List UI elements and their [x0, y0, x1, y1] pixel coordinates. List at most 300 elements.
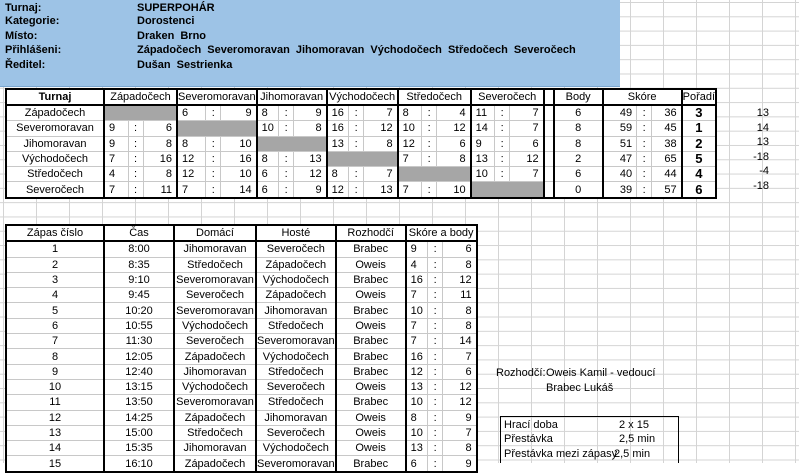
score-separator[interactable]: : [279, 167, 294, 182]
score-diff[interactable]: 13 [756, 107, 769, 119]
away-score[interactable]: 9 [443, 456, 477, 472]
score-separator[interactable]: : [422, 121, 437, 136]
score-separator[interactable]: : [428, 272, 443, 287]
away-team[interactable]: Severomoravan [257, 335, 335, 348]
match-time[interactable]: 14:25 [104, 410, 174, 425]
match-time[interactable]: 11:30 [104, 334, 174, 349]
home-team[interactable]: Středočech [174, 425, 256, 440]
home-team[interactable]: Východočech [174, 318, 256, 333]
score-separator[interactable]: : [128, 121, 143, 136]
goals-for[interactable]: 6 [257, 182, 279, 198]
referee[interactable]: Oweis [336, 425, 406, 440]
match-number[interactable]: 7 [6, 334, 104, 349]
score-diff[interactable]: -18 [753, 151, 769, 163]
score-separator[interactable]: : [422, 182, 437, 198]
away-score[interactable]: 12 [443, 395, 477, 410]
goals-against[interactable]: 12 [364, 121, 398, 136]
value-reditel[interactable]: Dušan Sestrienka [137, 59, 233, 71]
away-score[interactable]: 12 [443, 272, 477, 287]
goals-against[interactable]: 16 [143, 151, 177, 166]
home-team[interactable]: Jihomoravan [174, 364, 256, 379]
goals-for[interactable]: 4 [104, 167, 128, 182]
score-separator[interactable]: : [428, 441, 443, 456]
goals-for[interactable]: 8 [257, 151, 279, 166]
goals-for[interactable]: 13 [327, 136, 349, 151]
away-team[interactable]: Jihomoravan [256, 303, 336, 318]
home-score[interactable]: 8 [406, 410, 428, 425]
score-separator[interactable]: : [428, 395, 443, 410]
score-separator[interactable]: : [279, 121, 294, 136]
away-score[interactable]: 9 [443, 410, 477, 425]
score-separator[interactable]: : [428, 241, 443, 257]
total-goals-against[interactable]: 57 [652, 182, 682, 198]
value-kategorie[interactable]: Dorostenci [137, 15, 195, 27]
score-separator[interactable]: : [349, 136, 364, 151]
spacer-cell[interactable] [544, 89, 554, 105]
goals-for[interactable]: 12 [177, 167, 206, 182]
goals-against[interactable]: 9 [294, 105, 327, 121]
goals-against[interactable]: 7 [364, 105, 398, 121]
total-goals-for[interactable]: 51 [603, 136, 637, 151]
total-goals-for[interactable]: 49 [603, 105, 637, 121]
referee[interactable]: Oweis [336, 410, 406, 425]
score-separator[interactable]: : [495, 151, 510, 166]
total-goals-against[interactable]: 45 [652, 121, 682, 136]
home-team[interactable]: Severočech [174, 288, 256, 303]
home-score[interactable]: 7 [406, 334, 428, 349]
goals-for[interactable]: 10 [257, 121, 279, 136]
score-separator[interactable]: : [428, 303, 443, 318]
home-team[interactable]: Západočech [174, 456, 256, 472]
team-name[interactable]: Východočech [6, 151, 104, 166]
score-separator[interactable]: : [495, 136, 510, 151]
points[interactable]: 6 [554, 105, 603, 121]
referee[interactable]: Brabec [336, 364, 406, 379]
goals-for[interactable]: 12 [327, 182, 349, 198]
goals-against[interactable]: 8 [364, 136, 398, 151]
break-value[interactable]: 2,5 min [619, 433, 656, 445]
rank[interactable]: 3 [682, 105, 716, 121]
goals-for[interactable]: 8 [177, 136, 206, 151]
score-diff[interactable]: -18 [753, 180, 769, 192]
score-separator[interactable]: : [428, 364, 443, 379]
label-prihlaseni[interactable]: Přihlášeni: [5, 44, 62, 56]
match-number[interactable]: 14 [6, 441, 104, 456]
score-separator[interactable]: : [495, 167, 510, 182]
home-team[interactable]: Severomoravan [174, 272, 256, 287]
match-time[interactable]: 8:00 [104, 241, 174, 257]
home-score[interactable]: 13 [406, 379, 428, 394]
away-team[interactable]: Východočech [256, 441, 336, 456]
home-score[interactable]: 16 [406, 272, 428, 287]
match-time[interactable]: 13:50 [104, 395, 174, 410]
score-separator[interactable]: : [428, 410, 443, 425]
score-diff[interactable]: 13 [756, 136, 769, 148]
referee[interactable]: Brabec [336, 241, 406, 257]
home-team[interactable]: Jihomoravan [174, 441, 256, 456]
value-turnaj[interactable]: SUPERPOHÁR [137, 2, 215, 14]
score-separator[interactable]: : [279, 105, 294, 121]
score-separator[interactable]: : [637, 182, 652, 198]
goals-for[interactable]: 12 [177, 151, 206, 166]
goals-for[interactable]: 10 [471, 167, 495, 182]
rank[interactable]: 4 [682, 167, 716, 182]
match-number[interactable]: 8 [6, 349, 104, 364]
home-score[interactable]: 7 [406, 318, 428, 333]
match-time[interactable]: 8:35 [104, 257, 174, 272]
referee[interactable]: Oweis [336, 318, 406, 333]
score-separator[interactable]: : [349, 105, 364, 121]
total-goals-against[interactable]: 38 [652, 136, 682, 151]
score-separator[interactable]: : [428, 257, 443, 272]
away-score[interactable]: 6 [443, 364, 477, 379]
away-team[interactable]: Východočech [256, 272, 336, 287]
away-team[interactable]: Západočech [256, 288, 336, 303]
home-score[interactable]: 16 [406, 349, 428, 364]
score-separator[interactable]: : [428, 379, 443, 394]
goals-against[interactable]: 10 [221, 136, 257, 151]
total-goals-for[interactable]: 47 [603, 151, 637, 166]
header-home[interactable]: Domácí [174, 225, 256, 241]
match-number[interactable]: 9 [6, 364, 104, 379]
referee[interactable]: Brabec [336, 272, 406, 287]
break-between-label[interactable]: Přestávka mezi zápasy [504, 448, 618, 460]
goals-for[interactable]: 6 [177, 105, 206, 121]
referee[interactable]: Brabec [336, 349, 406, 364]
referee[interactable]: Brabec [336, 334, 406, 349]
home-team[interactable]: Západočech [174, 410, 256, 425]
score-separator[interactable]: : [637, 121, 652, 136]
goals-for[interactable]: 14 [471, 121, 495, 136]
points[interactable]: 0 [554, 182, 603, 198]
score-separator[interactable]: : [637, 136, 652, 151]
score-separator[interactable]: : [128, 167, 143, 182]
goals-against[interactable]: 7 [510, 105, 544, 121]
label-turnaj[interactable]: Turnaj: [5, 2, 42, 14]
match-time[interactable]: 15:00 [104, 425, 174, 440]
home-score[interactable]: 6 [406, 456, 428, 472]
goals-against[interactable]: 6 [510, 136, 544, 151]
match-time[interactable]: 12:40 [104, 364, 174, 379]
referee[interactable]: Oweis [336, 288, 406, 303]
away-team[interactable]: Západočech [256, 257, 336, 272]
label-reditel[interactable]: Ředitel: [5, 59, 46, 71]
goals-for[interactable]: 7 [398, 182, 422, 198]
away-team[interactable]: Středočech [256, 364, 336, 379]
rank[interactable]: 1 [682, 121, 716, 136]
spacer-cell[interactable] [544, 167, 554, 182]
total-goals-for[interactable]: 39 [603, 182, 637, 198]
match-time[interactable]: 15:35 [104, 441, 174, 456]
goals-against[interactable]: 12 [510, 151, 544, 166]
goals-for[interactable]: 8 [257, 105, 279, 121]
goals-against[interactable]: 7 [510, 167, 544, 182]
home-team[interactable]: Východočech [174, 379, 256, 394]
home-score[interactable]: 7 [406, 288, 428, 303]
goals-against[interactable]: 14 [221, 182, 257, 198]
home-score[interactable]: 12 [406, 364, 428, 379]
home-team[interactable]: Západočech [174, 349, 256, 364]
header-time[interactable]: Čas [104, 225, 174, 241]
value-misto[interactable]: Draken Brno [137, 30, 207, 42]
goals-against[interactable]: 12 [294, 167, 327, 182]
goals-against[interactable]: 13 [364, 182, 398, 198]
score-separator[interactable]: : [428, 425, 443, 440]
goals-against[interactable]: 7 [364, 167, 398, 182]
goals-for[interactable]: 7 [177, 182, 206, 198]
header-score[interactable]: Skóre a body [406, 225, 477, 241]
referee-name[interactable]: Oweis Kamil - vedoucí [546, 367, 656, 379]
away-score[interactable]: 11 [443, 288, 477, 303]
points[interactable]: 8 [554, 136, 603, 151]
away-score[interactable]: 8 [443, 257, 477, 272]
score-separator[interactable]: : [206, 105, 221, 121]
referees-label[interactable]: Rozhodčí: [496, 367, 546, 379]
home-team[interactable]: Severočech [174, 334, 256, 349]
goals-against[interactable]: 10 [437, 182, 471, 198]
goals-for[interactable]: 7 [104, 182, 128, 198]
goals-against[interactable]: 8 [143, 167, 177, 182]
away-team[interactable]: Středočech [256, 395, 336, 410]
goals-against[interactable]: 13 [294, 151, 327, 166]
match-number[interactable]: 3 [6, 272, 104, 287]
match-time[interactable]: 13:15 [104, 379, 174, 394]
home-score[interactable]: 10 [406, 303, 428, 318]
points[interactable]: 2 [554, 151, 603, 166]
home-team[interactable]: Severomoravan [174, 395, 256, 410]
score-diff[interactable]: -4 [759, 165, 769, 177]
value-prihlaseni[interactable]: Západočech Severomoravan Jihomoravan Východočech Středočech Severočech [137, 44, 576, 56]
goals-against[interactable]: 11 [143, 182, 177, 198]
away-score[interactable]: 14 [443, 334, 477, 349]
score-separator[interactable]: : [428, 456, 443, 472]
score-separator[interactable]: : [349, 182, 364, 198]
goals-for[interactable]: 12 [398, 136, 422, 151]
header-opponent[interactable]: Severočech [471, 89, 544, 105]
match-time[interactable]: 16:10 [104, 456, 174, 472]
team-name[interactable]: Středočech [6, 167, 104, 182]
header-match-number[interactable]: Zápas číslo [6, 225, 104, 241]
home-team[interactable]: Severomoravan [174, 303, 256, 318]
goals-against[interactable]: 8 [143, 136, 177, 151]
total-goals-for[interactable]: 59 [603, 121, 637, 136]
score-separator[interactable]: : [279, 151, 294, 166]
away-team[interactable]: Severomoravan [256, 456, 336, 472]
match-number[interactable]: 1 [6, 241, 104, 257]
goals-for[interactable]: 16 [327, 121, 349, 136]
score-separator[interactable]: : [206, 182, 221, 198]
score-separator[interactable]: : [428, 318, 443, 333]
score-separator[interactable]: : [206, 151, 221, 166]
goals-against[interactable]: 4 [437, 105, 471, 121]
points[interactable]: 8 [554, 121, 603, 136]
goals-against[interactable]: 16 [221, 151, 257, 166]
goals-against[interactable]: 8 [437, 151, 471, 166]
playing-time-value[interactable]: 2 x 15 [619, 419, 649, 431]
goals-for[interactable]: 6 [257, 167, 279, 182]
score-separator[interactable]: : [637, 167, 652, 182]
score-separator[interactable]: : [349, 121, 364, 136]
goals-against[interactable]: 8 [294, 121, 327, 136]
goals-against[interactable]: 9 [294, 182, 327, 198]
match-number[interactable]: 6 [6, 318, 104, 333]
score-separator[interactable]: : [206, 167, 221, 182]
header-away[interactable]: Hosté [256, 225, 336, 241]
match-time[interactable]: 10:55 [104, 318, 174, 333]
team-name[interactable]: Jihomoravan [6, 136, 104, 151]
score-diff[interactable]: 14 [756, 122, 769, 134]
away-team[interactable]: Severočech [256, 425, 336, 440]
referee[interactable]: Oweis [336, 379, 406, 394]
home-team[interactable]: Jihomoravan [174, 241, 256, 257]
away-team[interactable]: Středočech [256, 318, 336, 333]
match-time[interactable]: 9:10 [104, 272, 174, 287]
home-score[interactable]: 10 [406, 425, 428, 440]
away-team[interactable]: Severočech [256, 379, 336, 394]
goals-for[interactable]: 13 [471, 151, 495, 166]
home-score[interactable]: 13 [406, 441, 428, 456]
team-name[interactable]: Severočech [6, 182, 104, 198]
score-separator[interactable]: : [495, 121, 510, 136]
score-separator[interactable]: : [422, 151, 437, 166]
away-score[interactable]: 8 [443, 303, 477, 318]
referee[interactable]: Oweis [336, 257, 406, 272]
goals-against[interactable]: 7 [510, 121, 544, 136]
total-goals-for[interactable]: 40 [603, 167, 637, 182]
score-separator[interactable]: : [422, 105, 437, 121]
goals-against[interactable]: 6 [143, 121, 177, 136]
match-time[interactable]: 10:20 [104, 303, 174, 318]
goals-for[interactable]: 9 [104, 121, 128, 136]
score-separator[interactable]: : [637, 151, 652, 166]
referee[interactable]: Brabec [336, 456, 406, 472]
score-separator[interactable]: : [495, 105, 510, 121]
self-match-cell[interactable] [104, 105, 177, 121]
score-separator[interactable]: : [128, 151, 143, 166]
self-match-cell[interactable] [398, 167, 471, 182]
match-number[interactable]: 13 [6, 425, 104, 440]
header-opponent[interactable]: Severomoravan [178, 91, 256, 103]
home-score[interactable]: 10 [406, 395, 428, 410]
break-between-value[interactable]: 2,5 min [614, 448, 651, 460]
spacer-cell[interactable] [544, 151, 554, 166]
home-score[interactable]: 4 [406, 257, 428, 272]
total-goals-against[interactable]: 36 [652, 105, 682, 121]
away-score[interactable]: 7 [443, 425, 477, 440]
home-team[interactable]: Středočech [174, 257, 256, 272]
playing-time-label[interactable]: Hrací doba [504, 419, 558, 431]
away-score[interactable]: 8 [443, 441, 477, 456]
header-team[interactable]: Turnaj [6, 89, 104, 105]
referee-name[interactable]: Brabec Lukáš [546, 382, 614, 394]
away-team[interactable]: Jihomoravan [256, 410, 336, 425]
score-separator[interactable]: : [428, 288, 443, 303]
header-opponent[interactable]: Západočech [104, 89, 177, 105]
goals-for[interactable]: 8 [398, 105, 422, 121]
away-score[interactable]: 12 [443, 379, 477, 394]
break-label[interactable]: Přestávka [504, 433, 553, 445]
self-match-cell[interactable] [327, 151, 398, 166]
goals-for[interactable]: 16 [327, 105, 349, 121]
points[interactable]: 6 [554, 167, 603, 182]
away-team[interactable]: Východočech [256, 349, 336, 364]
spacer-cell[interactable] [544, 121, 554, 136]
away-score[interactable]: 8 [443, 318, 477, 333]
rank[interactable]: 2 [682, 136, 716, 151]
match-number[interactable]: 11 [6, 395, 104, 410]
score-separator[interactable]: : [422, 136, 437, 151]
self-match-cell[interactable] [257, 136, 327, 151]
header-poradi[interactable]: Pořadí [682, 91, 716, 103]
match-number[interactable]: 10 [6, 379, 104, 394]
header-opponent[interactable]: Středočech [398, 89, 471, 105]
score-separator[interactable]: : [428, 334, 443, 349]
goals-for[interactable]: 7 [398, 151, 422, 166]
total-goals-against[interactable]: 65 [652, 151, 682, 166]
goals-for[interactable]: 11 [471, 105, 495, 121]
header-body[interactable]: Body [554, 89, 603, 105]
total-goals-against[interactable]: 44 [652, 167, 682, 182]
match-number[interactable]: 5 [6, 303, 104, 318]
match-time[interactable]: 9:45 [104, 288, 174, 303]
self-match-cell[interactable] [177, 121, 257, 136]
spacer-cell[interactable] [544, 182, 554, 198]
goals-for[interactable]: 10 [398, 121, 422, 136]
team-name[interactable]: Severomoravan [6, 121, 104, 136]
header-opponent[interactable]: Jihomoravan [257, 89, 327, 105]
match-number[interactable]: 4 [6, 288, 104, 303]
match-number[interactable]: 15 [6, 456, 104, 472]
goals-for[interactable]: 9 [471, 136, 495, 151]
label-misto[interactable]: Místo: [5, 30, 38, 42]
goals-against[interactable]: 6 [437, 136, 471, 151]
away-score[interactable]: 6 [443, 241, 477, 257]
header-skore[interactable]: Skóre [603, 89, 682, 105]
score-separator[interactable]: : [349, 167, 364, 182]
score-separator[interactable]: : [128, 182, 143, 198]
goals-for[interactable]: 8 [327, 167, 349, 182]
score-separator[interactable]: : [128, 136, 143, 151]
match-number[interactable]: 12 [6, 410, 104, 425]
referee[interactable]: Brabec [336, 303, 406, 318]
team-name[interactable]: Západočech [6, 105, 104, 121]
match-number[interactable]: 2 [6, 257, 104, 272]
goals-for[interactable]: 9 [104, 136, 128, 151]
goals-against[interactable]: 10 [221, 167, 257, 182]
spacer-cell[interactable] [544, 105, 554, 121]
header-opponent[interactable]: Východočech [327, 89, 398, 105]
match-time[interactable]: 12:05 [104, 349, 174, 364]
goals-against[interactable]: 9 [221, 105, 257, 121]
away-score[interactable]: 7 [443, 349, 477, 364]
home-score[interactable]: 9 [406, 241, 428, 257]
rank[interactable]: 6 [682, 182, 716, 198]
label-kategorie[interactable]: Kategorie: [5, 15, 60, 27]
goals-against[interactable]: 12 [437, 121, 471, 136]
header-referee[interactable]: Rozhodčí [336, 225, 406, 241]
score-separator[interactable]: : [206, 136, 221, 151]
rank[interactable]: 5 [682, 151, 716, 166]
away-team[interactable]: Severočech [256, 241, 336, 257]
score-separator[interactable]: : [637, 105, 652, 121]
referee[interactable]: Brabec [336, 395, 406, 410]
score-separator[interactable]: : [428, 349, 443, 364]
spacer-cell[interactable] [544, 136, 554, 151]
goals-for[interactable]: 7 [104, 151, 128, 166]
score-separator[interactable]: : [279, 182, 294, 198]
referee[interactable]: Oweis [336, 441, 406, 456]
self-match-cell[interactable] [471, 182, 544, 198]
